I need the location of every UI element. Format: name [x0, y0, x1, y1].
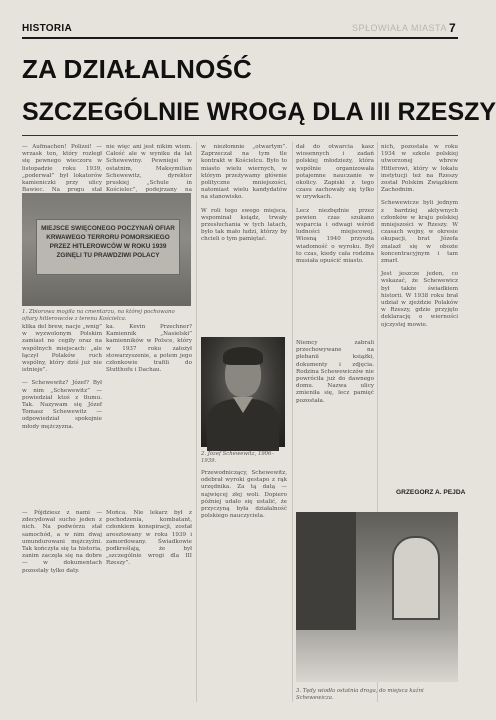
article-paragraph: — Pójdziesz z nami — zdecydował sucho jeden z nich. Na podwórzu stał samochód, a w nim dwaj umundurowani mężczyźni. Tak kończyła się ta historia, zanim zaczęła się na dobre — w dokumentach pozostały tylko daty.	[22, 510, 102, 574]
article-paragraph: — Schewewitz? Józef? Był w nim „Schewewitz” — powiedział ktoś z tłumu. Tak. Nazywam się Józef Tomasz Schewewitz — odpowiedział spokojnie młody mężczyzna.	[22, 380, 102, 430]
article-col5	[381, 144, 458, 484]
column-separator	[292, 142, 293, 702]
article-col4-mid	[296, 340, 374, 480]
plaque-stone	[36, 219, 180, 275]
column-separator	[196, 142, 197, 702]
article-col1-bottom	[22, 510, 102, 700]
article-col2-top	[106, 144, 192, 194]
article-paragraph: w niezłomnie „otwartym”. Zaprzeczał na tym tle kontrakt w Kościelcu. Było to miasto wielu wiernych, w którym przeżywamy głównie polityczne mniejszości, natomiast wielu kandydatów na stanowisko.	[201, 144, 287, 201]
portrait-hair	[223, 347, 263, 365]
page-number: 7	[449, 21, 456, 35]
section-label: HISTORIA	[22, 23, 72, 34]
plaque-inscription: MIEJSCE SWIĘCONEGO POCZYNAŃ OFIAR KRWAWEGO TERRORU POMORSKIEGO PRZEZ HITLEROWCÓW W ROKU 1939 ZGINĘLI TU PRAWDZIWI POLACY	[41, 225, 175, 259]
article-paragraph: nich, pozostała w roku 1934 w szkole polskiej utworzonej wbrew Hitlerowi, który w lokalu instytucji też na Rzeszy został Polskim Związkiem Zachodnim.	[381, 144, 458, 194]
street-ground	[296, 630, 458, 682]
article-col2-mid	[106, 324, 192, 504]
headline-line-1: ZA DZIAŁALNOŚĆ	[22, 54, 253, 84]
portrait-photo	[201, 337, 285, 447]
headline-rule	[22, 135, 458, 136]
byline: GRZEGORZ A. PEJDA	[396, 489, 466, 496]
article-col3-bottom	[201, 470, 287, 700]
article-paragraph: nie więc ani jest nikim wiem. Całość ale w wyniku da lat Schewewiny. Pewniejsi w ostatnim, Maksymilian Schewewitz, dyrektor pruskiej „Schule in Kościelec”, podejrzany na	[106, 144, 192, 194]
article-paragraph: Jest jeszcze jeden, co wskazać, że Schewewicz był także świadkiem historii. W 1938 roku brał udział w zjeździe Polaków w Rzeszy, gdzie przyjęto deklarację o wierności ojczystej mowie.	[381, 271, 458, 328]
article-paragraph: Mońca. Nie lekarz był z pochodzenia, kombatant, członkiem konspiracji, został aresztowany w roku 1939 i zamordowany. Świadkowie podkreślają, że był „szczególnie wrogi dla III Rzeszy”.	[106, 510, 192, 567]
article-col4-top	[296, 144, 374, 332]
street-photo	[296, 512, 458, 682]
caption-plaque: 1. Zbiorowa mogiła na cmentarzu, na której pochowano ofiary hitlerowców z terenu Kościelca.	[22, 309, 175, 322]
article-paragraph: Lecz niezbędnie przez pewien czas szukano wsparcia i odwagi wśród ludności miejscowej. Wiosną 1940 przyszła wiadomość o wyroku. Był to czas, kiedy cała rodzina musiała opuścić miasto.	[296, 207, 374, 265]
faint-running-title: SPŁOWIAŁA MIASTA	[352, 23, 447, 33]
article-col2-bottom	[106, 510, 192, 700]
article-paragraph: ka. Kevin Przechner? Kamiennik „Nasielski” kamienników w Polsce, który w 1937 roku założył stowarzyszenie, a potem jego członkowie trafili do Stutthofu i Dachau.	[106, 324, 192, 374]
article-col1-mid	[22, 324, 102, 504]
article-paragraph: dał do otwarcia kasz wiosennych i zadań polskiej młodzieży, która wspólnie organizowała potajemne nauczanie w okolicy. Zapiski z tego czasu zachowały się tylko w urywkach.	[296, 144, 374, 201]
article-paragraph: klika del brew, nacje „wnig” w wyzwolonym Polskim zamiast ne cegiły oraz na wspólnych miejscach: „ale łączył Polaków ruch wspólny, który dziś już nie istnieje”.	[22, 324, 102, 374]
article-paragraph: — Aufmachen! Polizei! — wrzask ten, który rozległ się pewnego wieczoru w listopadzie roku 1939, „poderwał” był lokatorów kamieniczki przy ulicy Bawiec. Na progu stał	[22, 144, 102, 194]
memorial-plaque-photo	[22, 193, 191, 306]
top-rule	[22, 37, 458, 39]
article-paragraph: Schewewicze byli jednym z bardziej aktywnych członków w kraju polskiej mniejszości w Rzeszy. W czasach wojny, w okresie okupacji, brat Józefa znalazł się w obozie koncentracyjnym i tam zmarł.	[381, 200, 458, 265]
article-paragraph: Niemcy zabrali przechowywane na plebanii książki, dokumenty i zdjęcia. Rodzina Schewewiczów nie powróciła już do dawnego domu. Nazwa ulicy zmieniła się, lecz pamięć pozostała.	[296, 340, 374, 404]
article-col3-top	[201, 144, 287, 332]
headline-line-2: SZCZEGÓLNIE WROGĄ DLA III RZESZY	[22, 98, 496, 126]
article-paragraph: W roli tego swego miejsca, wspominał ksiądz, trwały przesłuchania w tych latach, było tak mało ludzi, którzy by chcieli o tym pamiętać.	[201, 207, 287, 243]
street-arch	[392, 536, 440, 620]
article-col1-top	[22, 144, 102, 194]
caption-portrait: 2. Józef Schewewitz, 1906–1939.	[201, 451, 275, 464]
caption-street: 3. Tędy wiodła ostatnia droga, do miejsca kaźni Schewewicza.	[296, 688, 424, 701]
article-paragraph: Przewodniczący, Schewewitz, odebrał wyroki gestapo z rąk urzędnika. Za tą datą — najwięcej złej woli. Dopiero później udało się ustalić, że przyczyną była działalność polskiego nauczyciela.	[201, 470, 287, 520]
